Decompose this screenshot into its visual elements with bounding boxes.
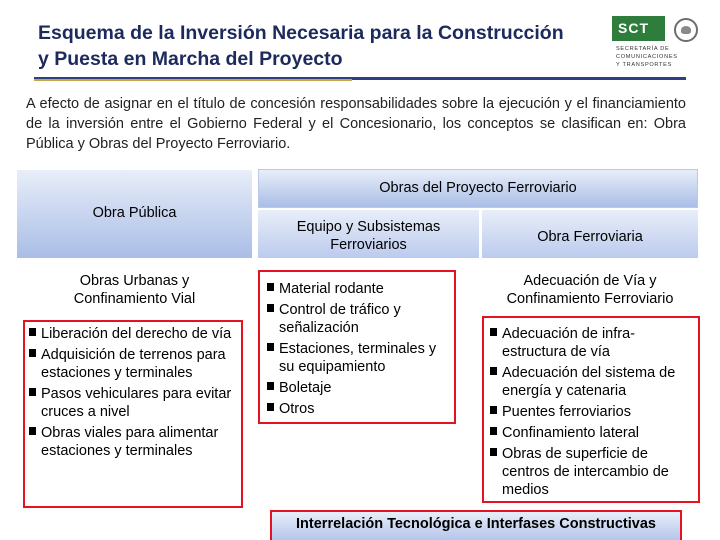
equipo-subsistemas-header (258, 210, 479, 258)
national-seal-icon (674, 18, 698, 42)
logo-text-line-3: Y TRANSPORTES (616, 62, 673, 68)
logo-text-line-1: SECRETARÍA DE (616, 46, 670, 52)
list-item: Control de tráfico y señalización (266, 301, 452, 337)
obra-publica-header (17, 170, 252, 258)
intro-paragraph: A efecto de asignar en el título de concesión responsabilidades sobre la ejecución y el financiamiento de la inversión entre el Gobierno Federal y el Concesionario, los conceptos se clasifican en: Obra Pública y Obras del Proyecto Ferroviario. (26, 96, 686, 152)
equipo-subsistemas-list (266, 280, 452, 421)
obras-urbanas-subheading (17, 272, 252, 308)
adecuacion-via-subheading (482, 272, 698, 308)
sct-logo (612, 16, 704, 73)
title-line-2: y Puesta en Marcha del Proyecto (38, 48, 343, 70)
logo-text-line-2: COMUNICACIONES (616, 54, 678, 60)
title-line-1: Esquema de la Inversión Necesaria para la Construcción (38, 22, 564, 44)
header-obras-proyecto-ferroviario: Obras del Proyecto Ferroviario (258, 169, 698, 208)
list-item: Adecuación del sistema de energía y catenaria (489, 364, 695, 400)
page-title (38, 20, 613, 72)
obras-urbanas-line-1: Obras Urbanas y (79, 273, 190, 289)
list-item: Liberación del derecho de vía (28, 325, 238, 343)
obra-publica-list (28, 325, 238, 463)
obra-ferroviaria-header: Obra Ferroviaria (482, 210, 698, 258)
sct-logo-text (616, 45, 702, 69)
list-item: Confinamiento lateral (489, 424, 695, 442)
list-item: Material rodante (266, 280, 452, 298)
list-item: Puentes ferroviarios (489, 403, 695, 421)
title-divider-accent (34, 79, 352, 81)
equipo-header-line-1: Equipo y Subsistemas (296, 219, 441, 235)
list-item: Estaciones, terminales y su equipamiento (266, 340, 452, 376)
obras-urbanas-line-2: Confinamiento Vial (73, 291, 196, 307)
list-item: Boletaje (266, 379, 452, 397)
obra-ferroviaria-list (489, 325, 695, 502)
list-item: Obras viales para alimentar estaciones y terminales (28, 424, 238, 460)
list-item: Otros (266, 400, 452, 418)
list-item: Adquisición de terrenos para estaciones y terminales (28, 346, 238, 382)
equipo-header-line-2: Ferroviarios (330, 237, 407, 253)
obra-publica-label: Obra Pública (92, 205, 177, 221)
adecuacion-via-line-2: Confinamiento Ferroviario (506, 291, 674, 307)
list-item: Adecuación de infra-estructura de vía (489, 325, 695, 361)
adecuacion-via-line-1: Adecuación de Vía y (523, 273, 657, 289)
list-item: Obras de superficie de centros de intercambio de medios (489, 445, 695, 499)
sct-logo-badge: SCT (612, 16, 665, 41)
interrelacion-footer: Interrelación Tecnológica e Interfases Constructivas (270, 510, 682, 540)
list-item: Pasos vehiculares para evitar cruces a nivel (28, 385, 238, 421)
